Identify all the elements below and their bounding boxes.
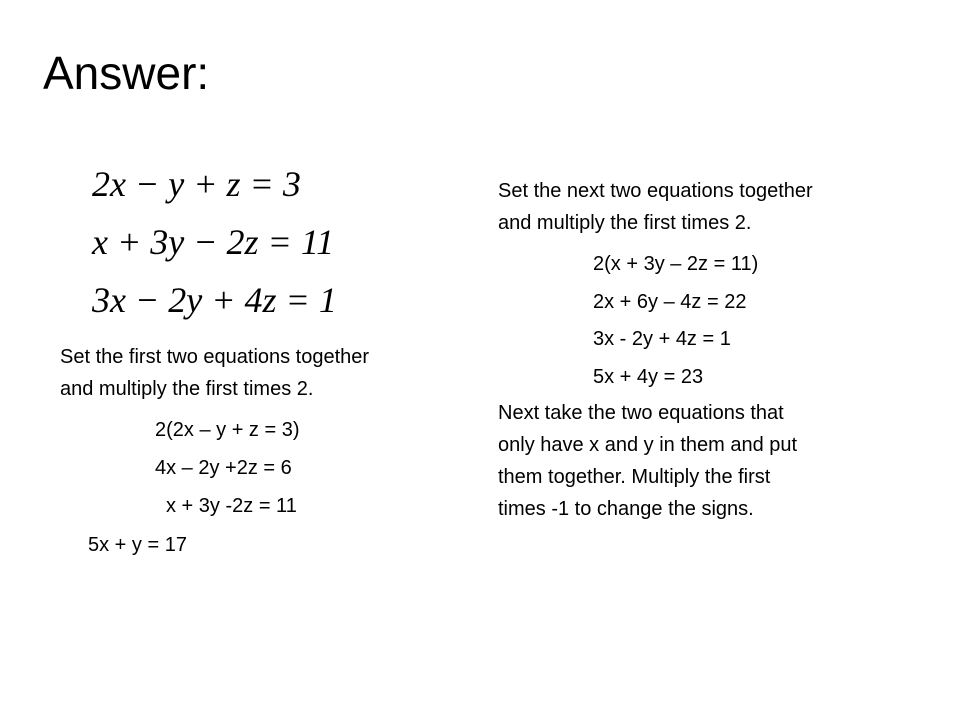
- left-instruction-line-2: and multiply the first times 2.: [60, 378, 314, 400]
- right-step-1: 2(x + 3y – 2z = 11): [593, 253, 759, 275]
- system-equation-3: 3x − 2y + 4z = 1: [92, 280, 337, 320]
- left-instruction-line-1: Set the first two equations together: [60, 346, 370, 368]
- left-step-2: 4x – 2y +2z = 6: [155, 457, 292, 479]
- slide-title: Answer:: [43, 47, 210, 99]
- right-step-2: 2x + 6y – 4z = 22: [593, 291, 747, 313]
- left-step-result: 5x + y = 17: [88, 534, 187, 556]
- right-instruction-line-2: and multiply the first times 2.: [498, 212, 752, 234]
- right-next-line-1: Next take the two equations that: [498, 402, 784, 424]
- system-equation-1: 2x − y + z = 3: [92, 164, 301, 204]
- right-step-3: 3x - 2y + 4z = 1: [593, 328, 731, 350]
- right-step-result: 5x + 4y = 23: [593, 366, 704, 388]
- right-next-line-4: times -1 to change the signs.: [498, 498, 754, 520]
- right-next-line-2: only have x and y in them and put: [498, 434, 798, 456]
- right-next-line-3: them together. Multiply the first: [498, 466, 771, 488]
- left-step-3: x + 3y -2z = 11: [166, 495, 297, 517]
- right-instruction-line-1: Set the next two equations together: [498, 180, 813, 202]
- system-equation-2: x + 3y − 2z = 11: [92, 222, 335, 262]
- left-step-1: 2(2x – y + z = 3): [155, 419, 300, 441]
